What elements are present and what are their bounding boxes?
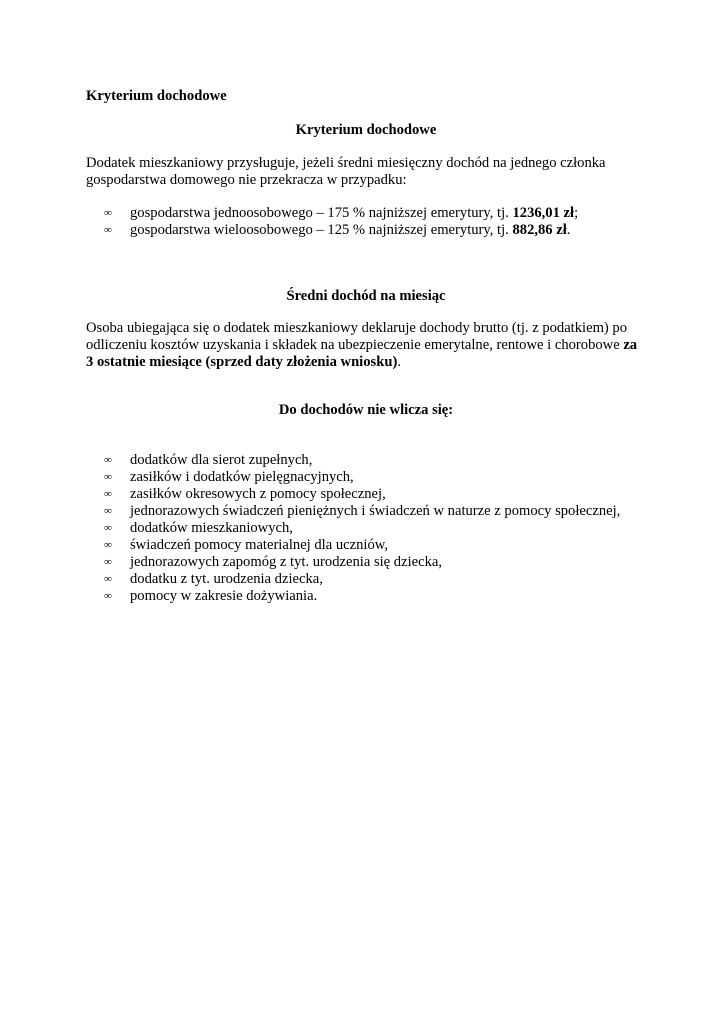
list-item-text: jednorazowych zapomóg z tyt. urodzenia się dziecka, [130,554,443,570]
section-title-income-criterion: Kryterium dochodowe [295,122,437,138]
list-item [86,486,646,503]
infinity-bullet-icon: ∞ [104,522,112,534]
infinity-bullet-icon: ∞ [104,556,112,568]
average-income-tail: . [397,354,401,370]
list-item [86,205,646,222]
list-item [86,537,646,554]
list-item-amount: 882,86 zł [512,222,567,238]
average-income-body: Osoba ubiegająca się o dodatek mieszkaniowy deklaruje dochody brutto (tj. z podatkiem) po odliczeniu kosztów uzyskania i składek na ubezpieczenie emerytalne, rentowe i chorobowe [86,320,628,353]
list-item-text: świadczeń pomocy materialnej dla uczniów, [130,537,388,553]
top-heading: Kryterium dochodowe [86,88,227,104]
average-income-period: za 3 ostatnie miesiące (sprzed daty złożenia wniosku) [86,337,638,370]
infinity-bullet-icon: ∞ [104,471,112,483]
infinity-bullet-icon: ∞ [104,505,112,517]
excluded-income-list [86,452,646,605]
list-item [86,452,646,469]
list-item-tail: ; [574,205,579,221]
income-criterion-intro: Dodatek mieszkaniowy przysługuje, jeżeli średni miesięczny dochód na jednego członka gospodarstwa domowego nie przekracza w przypadku: [86,155,606,188]
infinity-bullet-icon: ∞ [104,454,112,466]
list-item [86,588,646,605]
infinity-bullet-icon: ∞ [104,488,112,500]
average-income-text [86,320,646,371]
infinity-bullet-icon: ∞ [104,590,112,602]
list-item [86,469,646,486]
list-item [86,503,646,520]
list-item-amount: 1236,01 zł [512,205,575,221]
list-item-text: pomocy w zakresie dożywiania. [130,588,318,604]
list-item-text: dodatku z tyt. urodzenia dziecka, [130,571,323,587]
list-item-text: zasiłków i dodatków pielęgnacyjnych, [130,469,354,485]
list-item-text: zasiłków okresowych z pomocy społecznej, [130,486,386,502]
list-item-text: jednorazowych świadczeń pieniężnych i świadczeń w naturze z pomocy społecznej, [130,503,621,519]
infinity-bullet-icon: ∞ [104,224,112,236]
list-item [86,554,646,571]
infinity-bullet-icon: ∞ [104,539,112,551]
infinity-bullet-icon: ∞ [104,207,112,219]
list-item [86,571,646,588]
list-item-text: dodatków mieszkaniowych, [130,520,293,536]
list-item [86,520,646,537]
list-item-text: gospodarstwa jednoosobowego – 175 % najniższej emerytury, tj. [130,205,513,221]
list-item-tail: . [566,222,571,238]
list-item-text: gospodarstwa wieloosobowego – 125 % najniższej emerytury, tj. [130,222,513,238]
section-title-excluded-income: Do dochodów nie wlicza się: [278,402,454,418]
list-item [86,222,646,239]
infinity-bullet-icon: ∞ [104,573,112,585]
list-item-text: dodatków dla sierot zupełnych, [130,452,313,468]
section-title-average-income: Średni dochód na miesiąc [286,288,446,304]
income-criterion-list [86,205,646,239]
